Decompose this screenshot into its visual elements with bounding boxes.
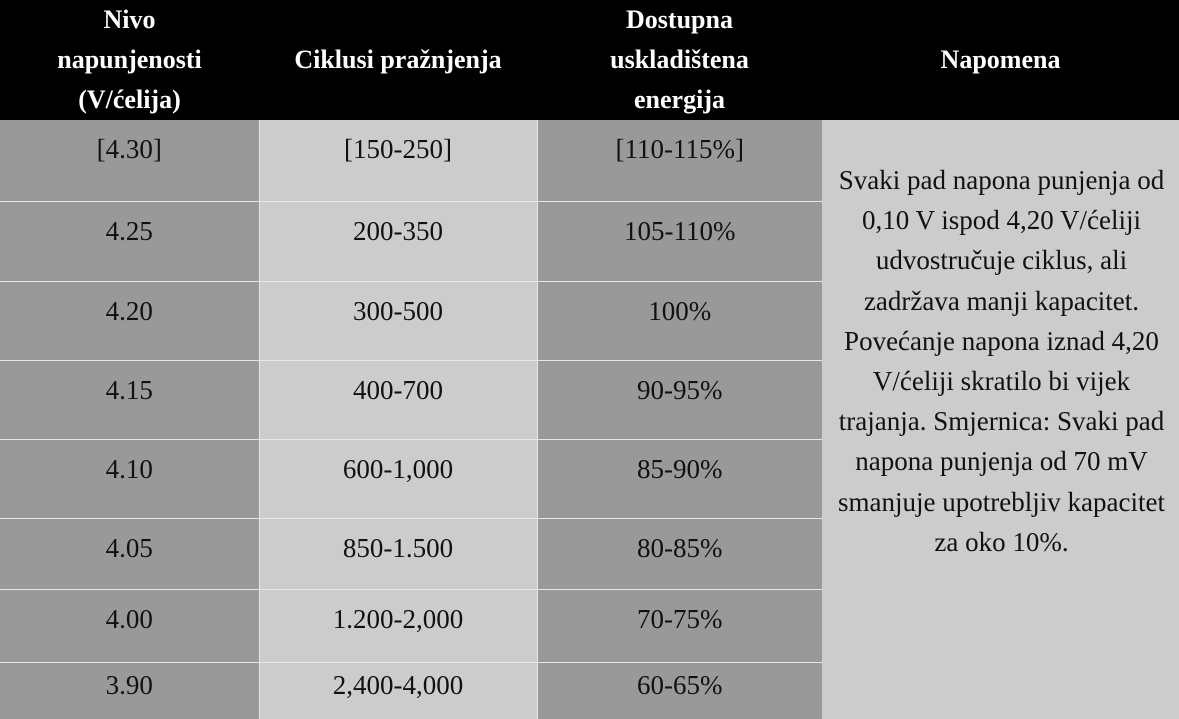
cell-stored-energy: 100% [537,281,822,360]
cell-discharge-cycles: [150-250] [259,120,537,201]
cell-charge-level: 4.10 [0,439,259,518]
header-note: Napomena [822,0,1179,120]
cell-discharge-cycles: 850-1.500 [259,518,537,589]
cell-stored-energy: [110-115%] [537,120,822,201]
cell-discharge-cycles: 200-350 [259,201,537,281]
note-cell: Svaki pad napona punjenja od 0,10 V ispod 4,20 V/ćeliji udvostručuje ciklus, ali zadržava manji kapacitet. Povećanje napona iznad 4,20 V/ćeliji skratilo bi vijek trajanja. Smjernica: Svaki pad napona punjenja od 70 mV smanjuje upotrebljiv kapacitet za oko 10%. [822,120,1179,719]
cell-discharge-cycles: 1.200-2,000 [259,589,537,662]
cell-charge-level: 4.25 [0,201,259,281]
cell-charge-level: 3.90 [0,662,259,719]
cell-charge-level: 4.20 [0,281,259,360]
cell-discharge-cycles: 600-1,000 [259,439,537,518]
cell-charge-level: 4.00 [0,589,259,662]
cell-discharge-cycles: 2,400-4,000 [259,662,537,719]
header-row [0,0,1179,120]
header-stored-energy: Dostupna uskladištena energija [537,0,822,120]
cell-discharge-cycles: 400-700 [259,360,537,439]
cell-stored-energy: 60-65% [537,662,822,719]
header-discharge-cycles: Ciklusi pražnjenja [259,0,537,120]
cell-charge-level: [4.30] [0,120,259,201]
cell-discharge-cycles: 300-500 [259,281,537,360]
cell-stored-energy: 105-110% [537,201,822,281]
header-charge-level: Nivo napunjenosti (V/ćelija) [0,0,259,120]
cell-charge-level: 4.05 [0,518,259,589]
cell-charge-level: 4.15 [0,360,259,439]
cell-stored-energy: 70-75% [537,589,822,662]
table-row [0,120,1179,201]
cell-stored-energy: 90-95% [537,360,822,439]
cell-stored-energy: 85-90% [537,439,822,518]
cell-stored-energy: 80-85% [537,518,822,589]
